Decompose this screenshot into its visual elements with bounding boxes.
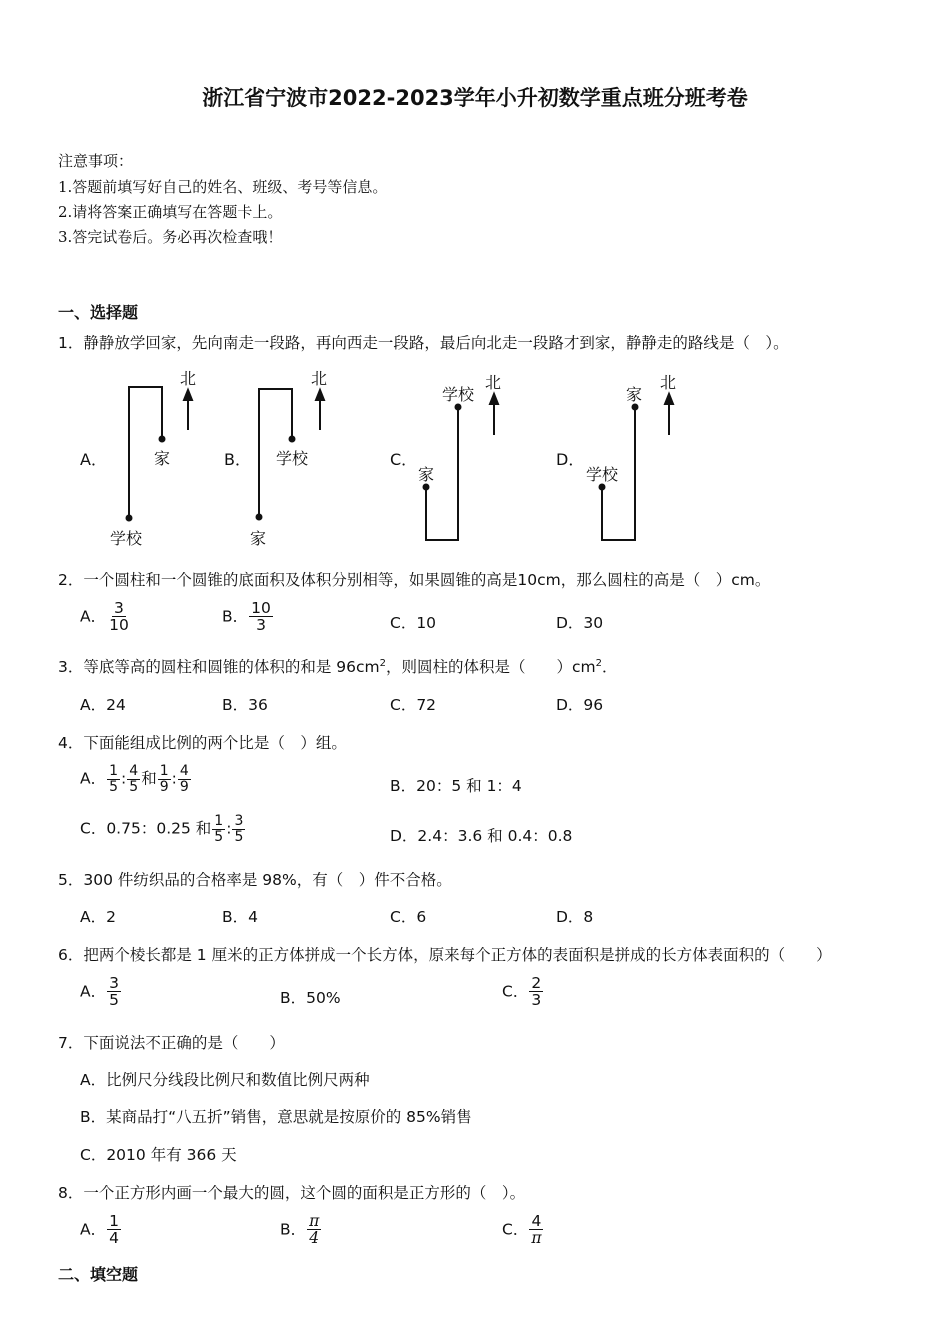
question-4-option-c [80,814,246,844]
section-fill-heading: 二、填空题 [58,1265,139,1284]
option-d-label: D． [556,450,585,469]
question-7-option-a: A．比例尺分线段比例尺和数值比例尺两种 [80,1071,370,1089]
denominator: 10 [109,616,129,635]
option-c-label: C． [390,450,418,469]
fraction [307,1213,321,1247]
numerator: 2 [531,974,542,992]
option-label: A． [80,607,107,626]
denominator: 4 [109,1229,119,1248]
denominator: 9 [179,778,189,795]
ratio-colon: : [171,769,177,788]
numerator: π [309,1212,320,1230]
numerator: 3 [114,599,124,617]
school-label: 学校 [276,449,309,468]
denominator: 5 [234,828,244,845]
fraction [232,814,245,844]
question-5-option-a: A．2 [80,908,116,926]
numerator: 3 [109,974,119,992]
option-label: A． [80,1220,107,1239]
question-6-text: 6．把两个棱长都是 1 厘米的正方体拼成一个长方体，原来每个正方体的表面积是拼成的长方体表面积的（ ） [58,946,832,964]
option-label: A． [80,769,107,788]
question-8-option-a [80,1213,122,1247]
home-label: 家 [250,529,267,548]
fraction [107,1213,121,1247]
notes-item-1: 1.答题前填写好自己的姓名、班级、考号等信息。 [58,178,388,196]
and-word: 和 [141,769,157,788]
question-7-option-c: C．2010 年有 366 天 [80,1146,237,1164]
question-2-option-b [222,600,274,634]
option-label: C． [502,1220,529,1239]
ratio-colon: : [121,769,127,788]
section-choice-heading: 一、选择题 [58,303,139,322]
question-1-route-diagrams [60,362,720,554]
question-4-option-b: B．20：5 和 1：4 [390,777,522,795]
fraction [529,975,543,1009]
numerator: 10 [251,599,271,617]
option-label: B． [280,1220,307,1239]
question-4-text: 4．下面能组成比例的两个比是（ ）组。 [58,734,347,752]
fraction [212,814,225,844]
denominator: 4 [309,1229,320,1248]
option-label: A． [80,982,107,1001]
question-3-text-main: 3．等底等高的圆柱和圆锥的体积的和是 96cm [58,658,380,676]
denominator: 5 [109,778,119,795]
superscript: 2 [379,657,387,669]
denominator: 5 [109,991,119,1010]
question-4-option-a [80,764,192,794]
numerator: 4 [531,1212,542,1230]
question-2-option-c: C．10 [390,614,437,632]
denominator: 9 [159,778,169,795]
ratio-colon: : [226,819,232,838]
question-2-text: 2．一个圆柱和一个圆锥的底面积及体积分别相等，如果圆锥的高是10cm，那么圆柱的高是（ ）cm。 [58,571,771,589]
question-3-option-b: B．36 [222,696,268,714]
denominator: 5 [214,828,224,845]
numerator: 4 [129,763,139,779]
home-label: 家 [626,385,643,404]
question-6-option-b: B．50% [280,989,341,1007]
fraction [107,600,131,634]
denominator: π [531,1229,542,1248]
fraction [107,764,120,794]
school-label: 学校 [442,385,475,404]
north-label: 北 [180,369,197,388]
numerator: 1 [159,763,169,779]
question-7-option-b: B．某商品打“八五折”销售，意思就是按原价的 85%销售 [80,1108,472,1126]
question-6-option-a [80,975,122,1009]
option-a-label: A． [80,450,107,469]
school-label: 学校 [110,529,143,548]
option-label: C． [502,982,529,1001]
fraction [529,1213,543,1247]
question-3-option-d: D．96 [556,696,604,714]
question-2-option-a [80,600,132,634]
question-5-option-b: B．4 [222,908,258,926]
school-label: 学校 [586,465,619,484]
question-3-text-mid: ，则圆柱的体积是（ ）cm [386,658,596,676]
question-3-text [58,655,618,677]
question-3-option-c: C．72 [390,696,437,714]
fraction [178,764,191,794]
question-5-option-c: C．6 [390,908,427,926]
home-label: 家 [418,465,435,484]
question-8-option-c [502,1213,545,1247]
denominator: 3 [531,991,542,1010]
question-5-option-d: D．8 [556,908,594,926]
question-1-text: 1．静静放学回家，先向南走一段路，再向西走一段路，最后向北走一段路才到家，静静走的路线是（ ）。 [58,334,789,352]
numerator: 1 [214,813,224,829]
notes-heading: 注意事项： [58,152,134,170]
question-8-text: 8．一个正方形内画一个最大的圆，这个圆的面积是正方形的（ ）。 [58,1184,526,1202]
north-label: 北 [311,369,328,388]
fraction [127,764,140,794]
notes-item-2: 2.请将答案正确填写在答题卡上。 [58,203,283,221]
option-b-label: B． [224,450,251,469]
home-label: 家 [154,449,171,468]
numerator: 3 [234,813,244,829]
denominator: 5 [129,778,139,795]
superscript: 2 [595,657,603,669]
numerator: 4 [179,763,189,779]
fraction [158,764,171,794]
option-c-prefix: C．0.75：0.25 和 [80,819,212,838]
page-title: 浙江省宁波市2022-2023学年小升初数学重点班分班考卷 [202,86,748,110]
question-3-option-a: A．24 [80,696,126,714]
north-label: 北 [485,373,502,392]
question-5-text: 5．300 件纺织品的合格率是 98%，有（ ）件不合格。 [58,871,452,889]
numerator: 1 [109,1212,119,1230]
denominator: 3 [256,616,266,635]
question-2-option-d: D．30 [556,614,604,632]
question-4-option-d: D．2.4：3.6 和 0.4：0.8 [390,827,573,845]
question-6-option-c [502,975,544,1009]
notes-item-3: 3.答完试卷后。务必再次检查哦！ [58,228,283,246]
question-3-text-end: ． [602,658,618,676]
question-7-text: 7．下面说法不正确的是（ ） [58,1034,285,1052]
question-8-option-b [280,1213,322,1247]
numerator: 1 [109,763,119,779]
option-label: B． [222,607,249,626]
north-label: 北 [660,373,677,392]
fraction [107,975,121,1009]
fraction [249,600,273,634]
